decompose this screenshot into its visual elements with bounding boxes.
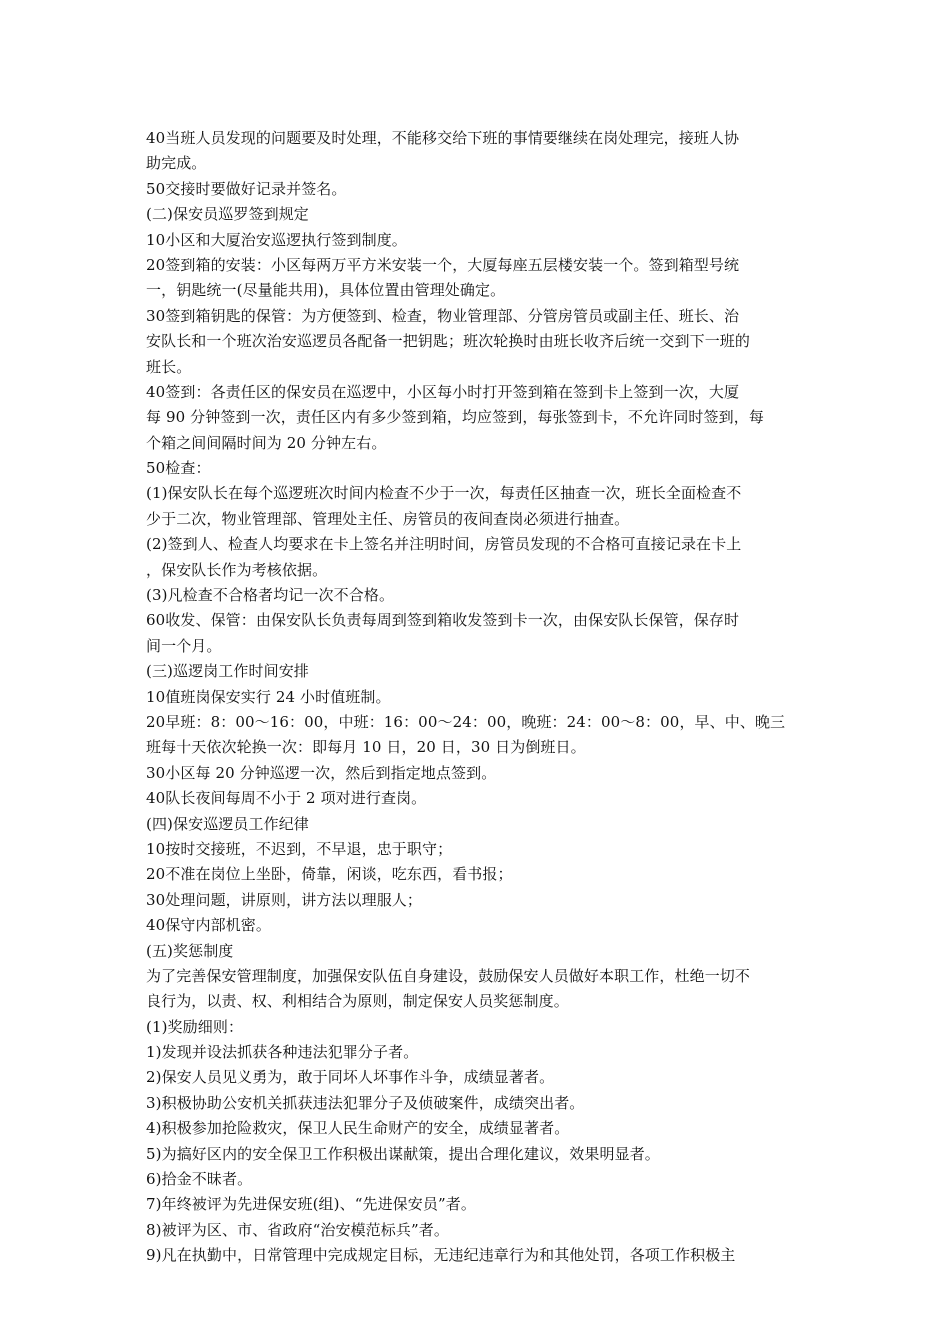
text-line: 50交接时要做好记录并签名。 bbox=[146, 179, 347, 198]
text-line: (二)保安员巡罗签到规定 bbox=[146, 205, 309, 224]
text-line: 20早班：8：00～16：00，中班：16：00～24：00，晚班：24：00～8：00，早、中、晚三 bbox=[146, 712, 786, 731]
text-line: (1)奖励细则： bbox=[146, 1017, 244, 1036]
text-line: (五)奖惩制度 bbox=[146, 941, 234, 960]
text-line: 60收发、保管：由保安队长负责每周到签到箱收发签到卡一次，由保安队长保管，保存时 bbox=[146, 611, 740, 630]
text-line: 班长。 bbox=[146, 357, 192, 376]
text-line: 50检查： bbox=[146, 459, 211, 478]
text-line: 安队长和一个班次治安巡逻员各配备一把钥匙；班次轮换时由班长收齐后统一交到下一班的 bbox=[146, 332, 751, 351]
text-line: 良行为，以责、权、利相结合为原则，制定保安人员奖惩制度。 bbox=[146, 992, 569, 1011]
text-line: 助完成。 bbox=[146, 154, 207, 173]
text-line: 每 90 分钟签到一次，责任区内有多少签到箱，均应签到，每张签到卡，不允许同时签到，每 bbox=[146, 408, 764, 427]
text-line: 9)凡在执勤中，日常管理中完成规定目标，无违纪违章行为和其他处罚，各项工作积极主 bbox=[146, 1246, 736, 1265]
text-line: 为了完善保安管理制度，加强保安队伍自身建设，鼓励保安人员做好本职工作，杜绝一切不 bbox=[146, 966, 751, 985]
text-line: 40当班人员发现的问题要及时处理，不能移交给下班的事情要继续在岗处理完，接班人协 bbox=[146, 129, 740, 147]
text-line: 30签到箱钥匙的保管：为方便签到、检查，物业管理部、分管房管员或副主任、班长、治 bbox=[146, 306, 740, 325]
text-line: 10小区和大厦治安巡逻执行签到制度。 bbox=[146, 230, 407, 249]
text-line: 少于二次，物业管理部、管理处主任、房管员的夜间查岗必须进行抽查。 bbox=[146, 509, 630, 528]
text-line: 5)为搞好区内的安全保卫工作积极出谋献策，提出合理化建议，效果明显者。 bbox=[146, 1144, 660, 1163]
text-line: (2)签到人、检查人均要求在卡上签名并注明时间，房管员发现的不合格可直接记录在卡上 bbox=[146, 535, 742, 554]
text-line: 3)积极协助公安机关抓获违法犯罪分子及侦破案件，成绩突出者。 bbox=[146, 1093, 585, 1112]
text-line: ，保安队长作为考核依据。 bbox=[146, 560, 328, 579]
text-line: 4)积极参加抢险救灾，保卫人民生命财产的安全，成绩显著者。 bbox=[146, 1119, 570, 1138]
text-line: 个箱之间间隔时间为 20 分钟左右。 bbox=[146, 433, 387, 452]
text-line: 20不准在岗位上坐卧，倚靠，闲谈，吃东西，看书报； bbox=[146, 865, 513, 884]
text-line: 20签到箱的安装：小区每两万平方米安装一个，大厦每座五层楼安装一个。签到箱型号统 bbox=[146, 255, 740, 274]
text-line: (四)保安巡逻员工作纪律 bbox=[146, 814, 309, 833]
text-line: 10按时交接班，不迟到，不早退，忠于职守； bbox=[146, 839, 453, 858]
text-line: 1)发现并设法抓获各种违法犯罪分子者。 bbox=[146, 1043, 419, 1062]
text-line: 10值班岗保安实行 24 小时值班制。 bbox=[146, 687, 391, 706]
text-line: 30小区每 20 分钟巡逻一次，然后到指定地点签到。 bbox=[146, 763, 497, 782]
text-line: (3)凡检查不合格者均记一次不合格。 bbox=[146, 586, 395, 605]
text-line: 30处理问题，讲原则，讲方法以理服人； bbox=[146, 890, 422, 909]
text-line: 40队长夜间每周不小于 2 项对进行查岗。 bbox=[146, 789, 427, 808]
text-line: 班每十天依次轮换一次：即每月 10 日，20 日，30 日为倒班日。 bbox=[146, 738, 586, 757]
text-line: (1)保安队长在每个巡逻班次时间内检查不少于一次，每责任区抽查一次，班长全面检查不 bbox=[146, 484, 742, 503]
text-line: 一，钥匙统一(尽量能共用)，具体位置由管理处确定。 bbox=[146, 281, 506, 300]
text-line: (三)巡逻岗工作时间安排 bbox=[146, 662, 309, 681]
document-body bbox=[146, 126, 826, 1269]
text-line: 40签到：各责任区的保安员在巡逻中，小区每小时打开签到箱在签到卡上签到一次，大厦 bbox=[146, 382, 740, 401]
text-line: 40保守内部机密。 bbox=[146, 916, 271, 935]
text-line: 间一个月。 bbox=[146, 636, 222, 655]
text-line: 7)年终被评为先进保安班(组)、“先进保安员”者。 bbox=[146, 1195, 476, 1214]
text-line: 6)拾金不昧者。 bbox=[146, 1170, 253, 1189]
text-line: 8)被评为区、市、省政府“治安模范标兵”者。 bbox=[146, 1220, 449, 1239]
text-line: 2)保安人员见义勇为，敢于同坏人坏事作斗争，成绩显著者。 bbox=[146, 1068, 555, 1087]
